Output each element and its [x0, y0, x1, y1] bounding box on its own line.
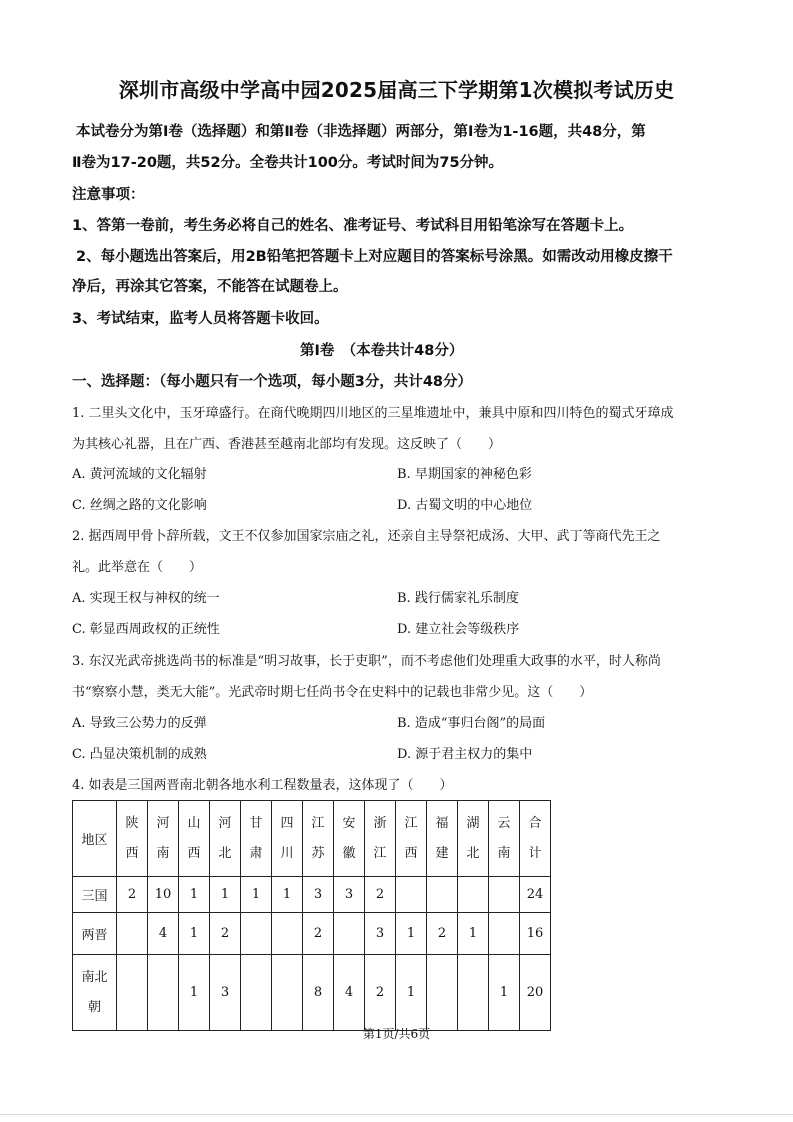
q3-option-d: D. 源于君主权力的集中 — [397, 747, 533, 762]
table-cell: 两晋 — [73, 913, 117, 955]
q1-option-b: B. 早期国家的神秘色彩 — [397, 467, 532, 482]
header-cell-text: 湖北 — [466, 815, 480, 861]
q2-option-b: B. 践行儒家礼乐制度 — [397, 591, 519, 606]
header-cell — [272, 801, 303, 877]
table-cell: 1 — [396, 955, 427, 1031]
header-cell — [458, 801, 489, 877]
header-cell-text: 河南 — [156, 815, 170, 861]
table-cell: 2 — [365, 877, 396, 913]
table-cell: 20 — [520, 955, 551, 1031]
table-cell — [458, 877, 489, 913]
q1-stem-line-1: 1. 二里头文化中，玉牙璋盛行。在商代晚期四川地区的三星堆遗址中，兼具中原和四川特色的蜀式牙璋成 — [72, 406, 674, 421]
header-cell: 地区 — [73, 801, 117, 877]
header-cell — [520, 801, 551, 877]
table-cell — [272, 913, 303, 955]
water-projects-table — [72, 800, 551, 1031]
table-cell: 3 — [334, 877, 365, 913]
page-footer: 第1页/共6页 — [362, 1027, 431, 1041]
table-cell: 3 — [365, 913, 396, 955]
notice-item-2-cont: 净后，再涂其它答案，不能答在试题卷上。 — [72, 279, 348, 295]
table-cell: 4 — [334, 955, 365, 1031]
header-cell — [241, 801, 272, 877]
header-cell — [396, 801, 427, 877]
header-cell-text: 甘肃 — [249, 815, 263, 861]
table-cell — [241, 955, 272, 1031]
table-cell: 1 — [489, 955, 520, 1031]
header-cell — [210, 801, 241, 877]
table-cell: 24 — [520, 877, 551, 913]
table-cell: 3 — [303, 877, 334, 913]
page-title: 深圳市高级中学高中园2025届高三下学期第1次模拟考试历史 — [118, 78, 675, 102]
part-title: 一、选择题：（每小题只有一个选项，每小题3分，共计48分） — [72, 374, 473, 390]
table-cell: 1 — [179, 877, 210, 913]
header-cell — [179, 801, 210, 877]
table-cell: 2 — [117, 877, 148, 913]
table-cell — [489, 913, 520, 955]
table-cell — [427, 955, 458, 1031]
table-cell — [117, 955, 148, 1031]
q4-stem: 4. 如表是三国两晋南北朝各地水利工程数量表，这体现了（ ） — [72, 778, 453, 793]
header-cell-text: 福建 — [435, 815, 449, 861]
header-cell — [489, 801, 520, 877]
header-cell — [334, 801, 365, 877]
table-cell-text: 南北朝 — [81, 969, 108, 1015]
table-cell: 2 — [210, 913, 241, 955]
table-row — [73, 913, 551, 955]
header-cell-text: 陕西 — [125, 815, 139, 861]
table-cell: 3 — [210, 955, 241, 1031]
header-cell — [148, 801, 179, 877]
page-bottom-divider — [0, 1114, 793, 1115]
header-cell-text: 浙江 — [373, 815, 387, 861]
table-cell: 1 — [458, 913, 489, 955]
q1-stem-line-2: 为其核心礼器，且在广西、香港甚至越南北部均有发现。这反映了（ ） — [72, 437, 502, 452]
table-row — [73, 955, 551, 1031]
table-cell — [117, 913, 148, 955]
header-cell — [427, 801, 458, 877]
q2-option-a: A. 实现王权与神权的统一 — [72, 591, 220, 606]
q1-option-c: C. 丝绸之路的文化影响 — [72, 498, 207, 513]
table-cell — [427, 877, 458, 913]
table-cell: 1 — [179, 955, 210, 1031]
header-cell-text: 合计 — [528, 815, 542, 861]
q3-option-a: A. 导致三公势力的反弹 — [72, 716, 207, 731]
table-cell: 8 — [303, 955, 334, 1031]
table-cell: 1 — [210, 877, 241, 913]
q3-stem-line-1: 3. 东汉光武帝挑选尚书的标准是“明习故事，长于吏职”，而不考虑他们处理重大政事的水平，时人称尚 — [72, 654, 661, 669]
q1-option-a: A. 黄河流域的文化辐射 — [72, 467, 207, 482]
table-cell — [148, 955, 179, 1031]
table-cell: 2 — [365, 955, 396, 1031]
header-cell — [117, 801, 148, 877]
table-cell — [73, 955, 117, 1031]
table-cell — [396, 877, 427, 913]
intro-line-1: 本试卷分为第Ⅰ卷（选择题）和第Ⅱ卷（非选择题）两部分，第Ⅰ卷为1-16题，共48分，第 — [76, 124, 646, 140]
q2-option-c: C. 彰显西周政权的正统性 — [72, 622, 220, 637]
intro-line-2: Ⅱ卷为17-20题，共52分。全卷共计100分。考试时间为75分钟。 — [72, 155, 504, 171]
q3-option-c: C. 凸显决策机制的成熟 — [72, 747, 207, 762]
notice-heading: 注意事项： — [72, 187, 145, 203]
table-cell — [272, 955, 303, 1031]
table-row — [73, 877, 551, 913]
table-cell: 1 — [396, 913, 427, 955]
notice-item-1: 1、答第一卷前，考生务必将自己的姓名、准考证号、考试科目用铅笔涂写在答题卡上。 — [72, 218, 634, 234]
table-cell: 16 — [520, 913, 551, 955]
header-cell-text: 云南 — [497, 815, 511, 861]
header-cell-text: 河北 — [218, 815, 232, 861]
q3-option-b: B. 造成“事归台阁”的局面 — [397, 716, 546, 731]
table-cell: 4 — [148, 913, 179, 955]
table-cell: 三国 — [73, 877, 117, 913]
notice-item-3: 3、考试结束，监考人员将答题卡收回。 — [72, 311, 329, 327]
table-cell: 1 — [272, 877, 303, 913]
table-cell — [334, 913, 365, 955]
table-cell: 2 — [427, 913, 458, 955]
section-title: 第Ⅰ卷 （本卷共计48分） — [300, 343, 464, 359]
q2-stem-line-2: 礼。此举意在（ ） — [72, 560, 203, 575]
header-cell-text: 江苏 — [311, 815, 325, 861]
table-header-row — [73, 801, 551, 877]
header-cell-text: 安徽 — [342, 815, 356, 861]
q2-option-d: D. 建立社会等级秩序 — [397, 622, 520, 637]
header-cell-text: 山西 — [187, 815, 201, 861]
q1-option-d: D. 古蜀文明的中心地位 — [397, 498, 533, 513]
table-cell: 2 — [303, 913, 334, 955]
q2-stem-line-1: 2. 据西周甲骨卜辞所载，文王不仅参加国家宗庙之礼，还亲自主导祭祀成汤、大甲、武丁等商代先王之 — [72, 529, 661, 544]
header-cell-text: 江西 — [404, 815, 418, 861]
header-cell — [303, 801, 334, 877]
table-cell — [241, 913, 272, 955]
header-cell-text: 四川 — [280, 815, 294, 861]
table-cell: 1 — [241, 877, 272, 913]
table-cell — [458, 955, 489, 1031]
header-cell — [365, 801, 396, 877]
table-cell: 10 — [148, 877, 179, 913]
table-cell — [489, 877, 520, 913]
table-cell: 1 — [179, 913, 210, 955]
notice-item-2: 2、每小题选出答案后，用2B铅笔把答题卡上对应题目的答案标号涂黑。如需改动用橡皮擦干 — [76, 249, 673, 265]
q3-stem-line-2: 书“察察小慧，类无大能”。光武帝时期七任尚书令在史料中的记载也非常少见。这（ ） — [72, 685, 593, 700]
